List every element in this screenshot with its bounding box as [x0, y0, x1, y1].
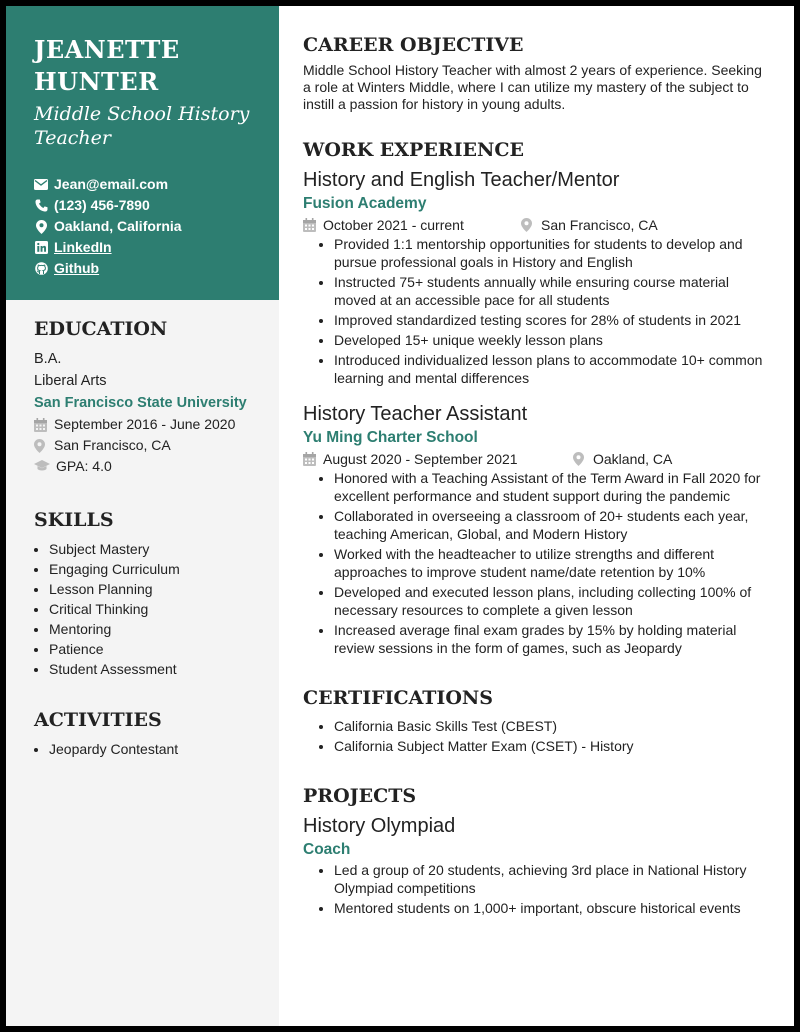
job-bullets	[303, 469, 768, 657]
experience-heading: WORK EXPERIENCE	[303, 139, 524, 161]
candidate-name	[34, 34, 180, 98]
calendar-icon	[303, 218, 317, 232]
contact-github[interactable]	[34, 258, 182, 279]
name-line-1: JEANETTE	[34, 35, 180, 64]
location-pin-icon	[521, 218, 535, 232]
company-name: Yu Ming Charter School	[303, 429, 478, 446]
school-name: San Francisco State University	[34, 395, 247, 411]
calendar-icon	[34, 418, 48, 432]
main-content	[303, 32, 768, 919]
calendar-icon	[303, 452, 317, 466]
location-text: Oakland, California	[54, 218, 182, 234]
list-item: • Provided 1:1 mentorship opportunities for students to develop and pursue professional goals in History and English	[334, 235, 768, 271]
list-item: • California Subject Matter Exam (CSET) - History	[334, 737, 768, 755]
github-icon	[34, 262, 48, 276]
list-item: • Jeopardy Contestant	[49, 739, 269, 759]
list-item: • Introduced individualized lesson plans to accommodate 10+ common learning and mental differences	[334, 351, 768, 387]
education-gpa	[34, 456, 269, 477]
list-item: • Improved standardized testing scores for 28% of students in 2021	[334, 311, 768, 329]
job-entry	[303, 167, 768, 387]
gpa-text: GPA: 4.0	[56, 458, 112, 474]
list-item: • Instructed 75+ students annually while ensuring course material moved at an accessible pace for all students	[334, 273, 768, 309]
list-item: • Increased average final exam grades by 15% by holding material review sessions in the form of games, such as Jeopardy	[334, 621, 768, 657]
education-location-text: San Francisco, CA	[54, 437, 171, 453]
list-item: • Led a group of 20 students, achieving 3rd place in National History Olympiad competitions	[334, 861, 768, 897]
list-item: • Developed 15+ unique weekly lesson plans	[334, 331, 768, 349]
sidebar-content	[34, 316, 269, 759]
education-location	[34, 435, 269, 456]
contact-phone[interactable]	[34, 195, 182, 216]
job-entry	[303, 401, 768, 657]
list-item: • Honored with a Teaching Assistant of the Term Award in Fall 2020 for excellent performance and student support during the pandemic	[334, 469, 768, 505]
education-dates-text: September 2016 - June 2020	[54, 416, 236, 432]
job-dates: August 2020 - September 2021	[323, 451, 518, 467]
email-text: Jean@email.com	[54, 176, 169, 192]
linkedin-icon	[34, 241, 48, 255]
activities-heading: ACTIVITIES	[34, 709, 162, 731]
skills-heading: SKILLS	[34, 509, 114, 531]
list-item: • Patience	[49, 639, 269, 659]
skills-list	[34, 539, 269, 679]
degree: B.A.	[34, 351, 62, 367]
company-name: Fusion Academy	[303, 195, 427, 212]
project-title: History Olympiad	[303, 815, 456, 837]
job-location: Oakland, CA	[593, 451, 673, 467]
job-dates: October 2021 - current	[323, 217, 464, 233]
linkedin-link[interactable]: LinkedIn	[54, 239, 112, 255]
list-item: • Student Assessment	[49, 659, 269, 679]
phone-icon	[34, 199, 48, 213]
graduation-cap-icon	[34, 460, 50, 474]
certifications-heading: CERTIFICATIONS	[303, 687, 493, 709]
project-bullets	[303, 861, 768, 917]
list-item: • Lesson Planning	[49, 579, 269, 599]
list-item: • Mentored students on 1,000+ important, obscure historical events	[334, 899, 768, 917]
job-location: San Francisco, CA	[541, 217, 658, 233]
resume-page	[6, 6, 794, 1026]
job-title: History Teacher Assistant	[303, 403, 528, 425]
project-role: Coach	[303, 841, 351, 858]
objective-heading: CAREER OBJECTIVE	[303, 34, 524, 56]
list-item: • Collaborated in overseeing a classroom of 20+ students each year, teaching American, Global, and Modern History	[334, 507, 768, 543]
job-bullets	[303, 235, 768, 387]
location-pin-icon	[34, 439, 48, 453]
activities-list	[34, 739, 269, 759]
contact-linkedin[interactable]	[34, 237, 182, 258]
objective-text: Middle School History Teacher with almost 2 years of experience. Seeking a role at Winters Middle, where I can utilize my mastery of the subject to instill a passion for history in young adults.	[303, 62, 762, 112]
list-item: • Worked with the headteacher to utilize strengths and different approaches to improve student name/date retention by 10%	[334, 545, 768, 581]
list-item: • Subject Mastery	[49, 539, 269, 559]
education-heading: EDUCATION	[34, 318, 168, 340]
list-item: • Critical Thinking	[49, 599, 269, 619]
projects-heading: PROJECTS	[303, 785, 417, 807]
name-line-2: HUNTER	[34, 67, 159, 96]
list-item: • Developed and executed lesson plans, including collecting 100% of necessary resources to complete a given lesson	[334, 583, 768, 619]
contact-email[interactable]	[34, 174, 182, 195]
github-link[interactable]: Github	[54, 260, 100, 276]
certifications-list	[303, 717, 768, 755]
list-item: • Mentoring	[49, 619, 269, 639]
list-item: • Engaging Curriculum	[49, 559, 269, 579]
sidebar	[6, 6, 279, 1026]
job-meta	[303, 215, 768, 235]
field-of-study: Liberal Arts	[34, 373, 107, 389]
contact-list	[34, 174, 182, 279]
location-pin-icon	[573, 452, 587, 466]
envelope-icon	[34, 178, 48, 192]
phone-text: (123) 456-7890	[54, 197, 150, 213]
location-pin-icon	[34, 220, 48, 234]
contact-location	[34, 216, 182, 237]
candidate-title: Middle School History Teacher	[34, 103, 250, 149]
header-block	[6, 6, 279, 300]
list-item: • California Basic Skills Test (CBEST)	[334, 717, 768, 735]
job-meta	[303, 449, 768, 469]
education-dates	[34, 414, 269, 435]
job-title: History and English Teacher/Mentor	[303, 169, 620, 191]
